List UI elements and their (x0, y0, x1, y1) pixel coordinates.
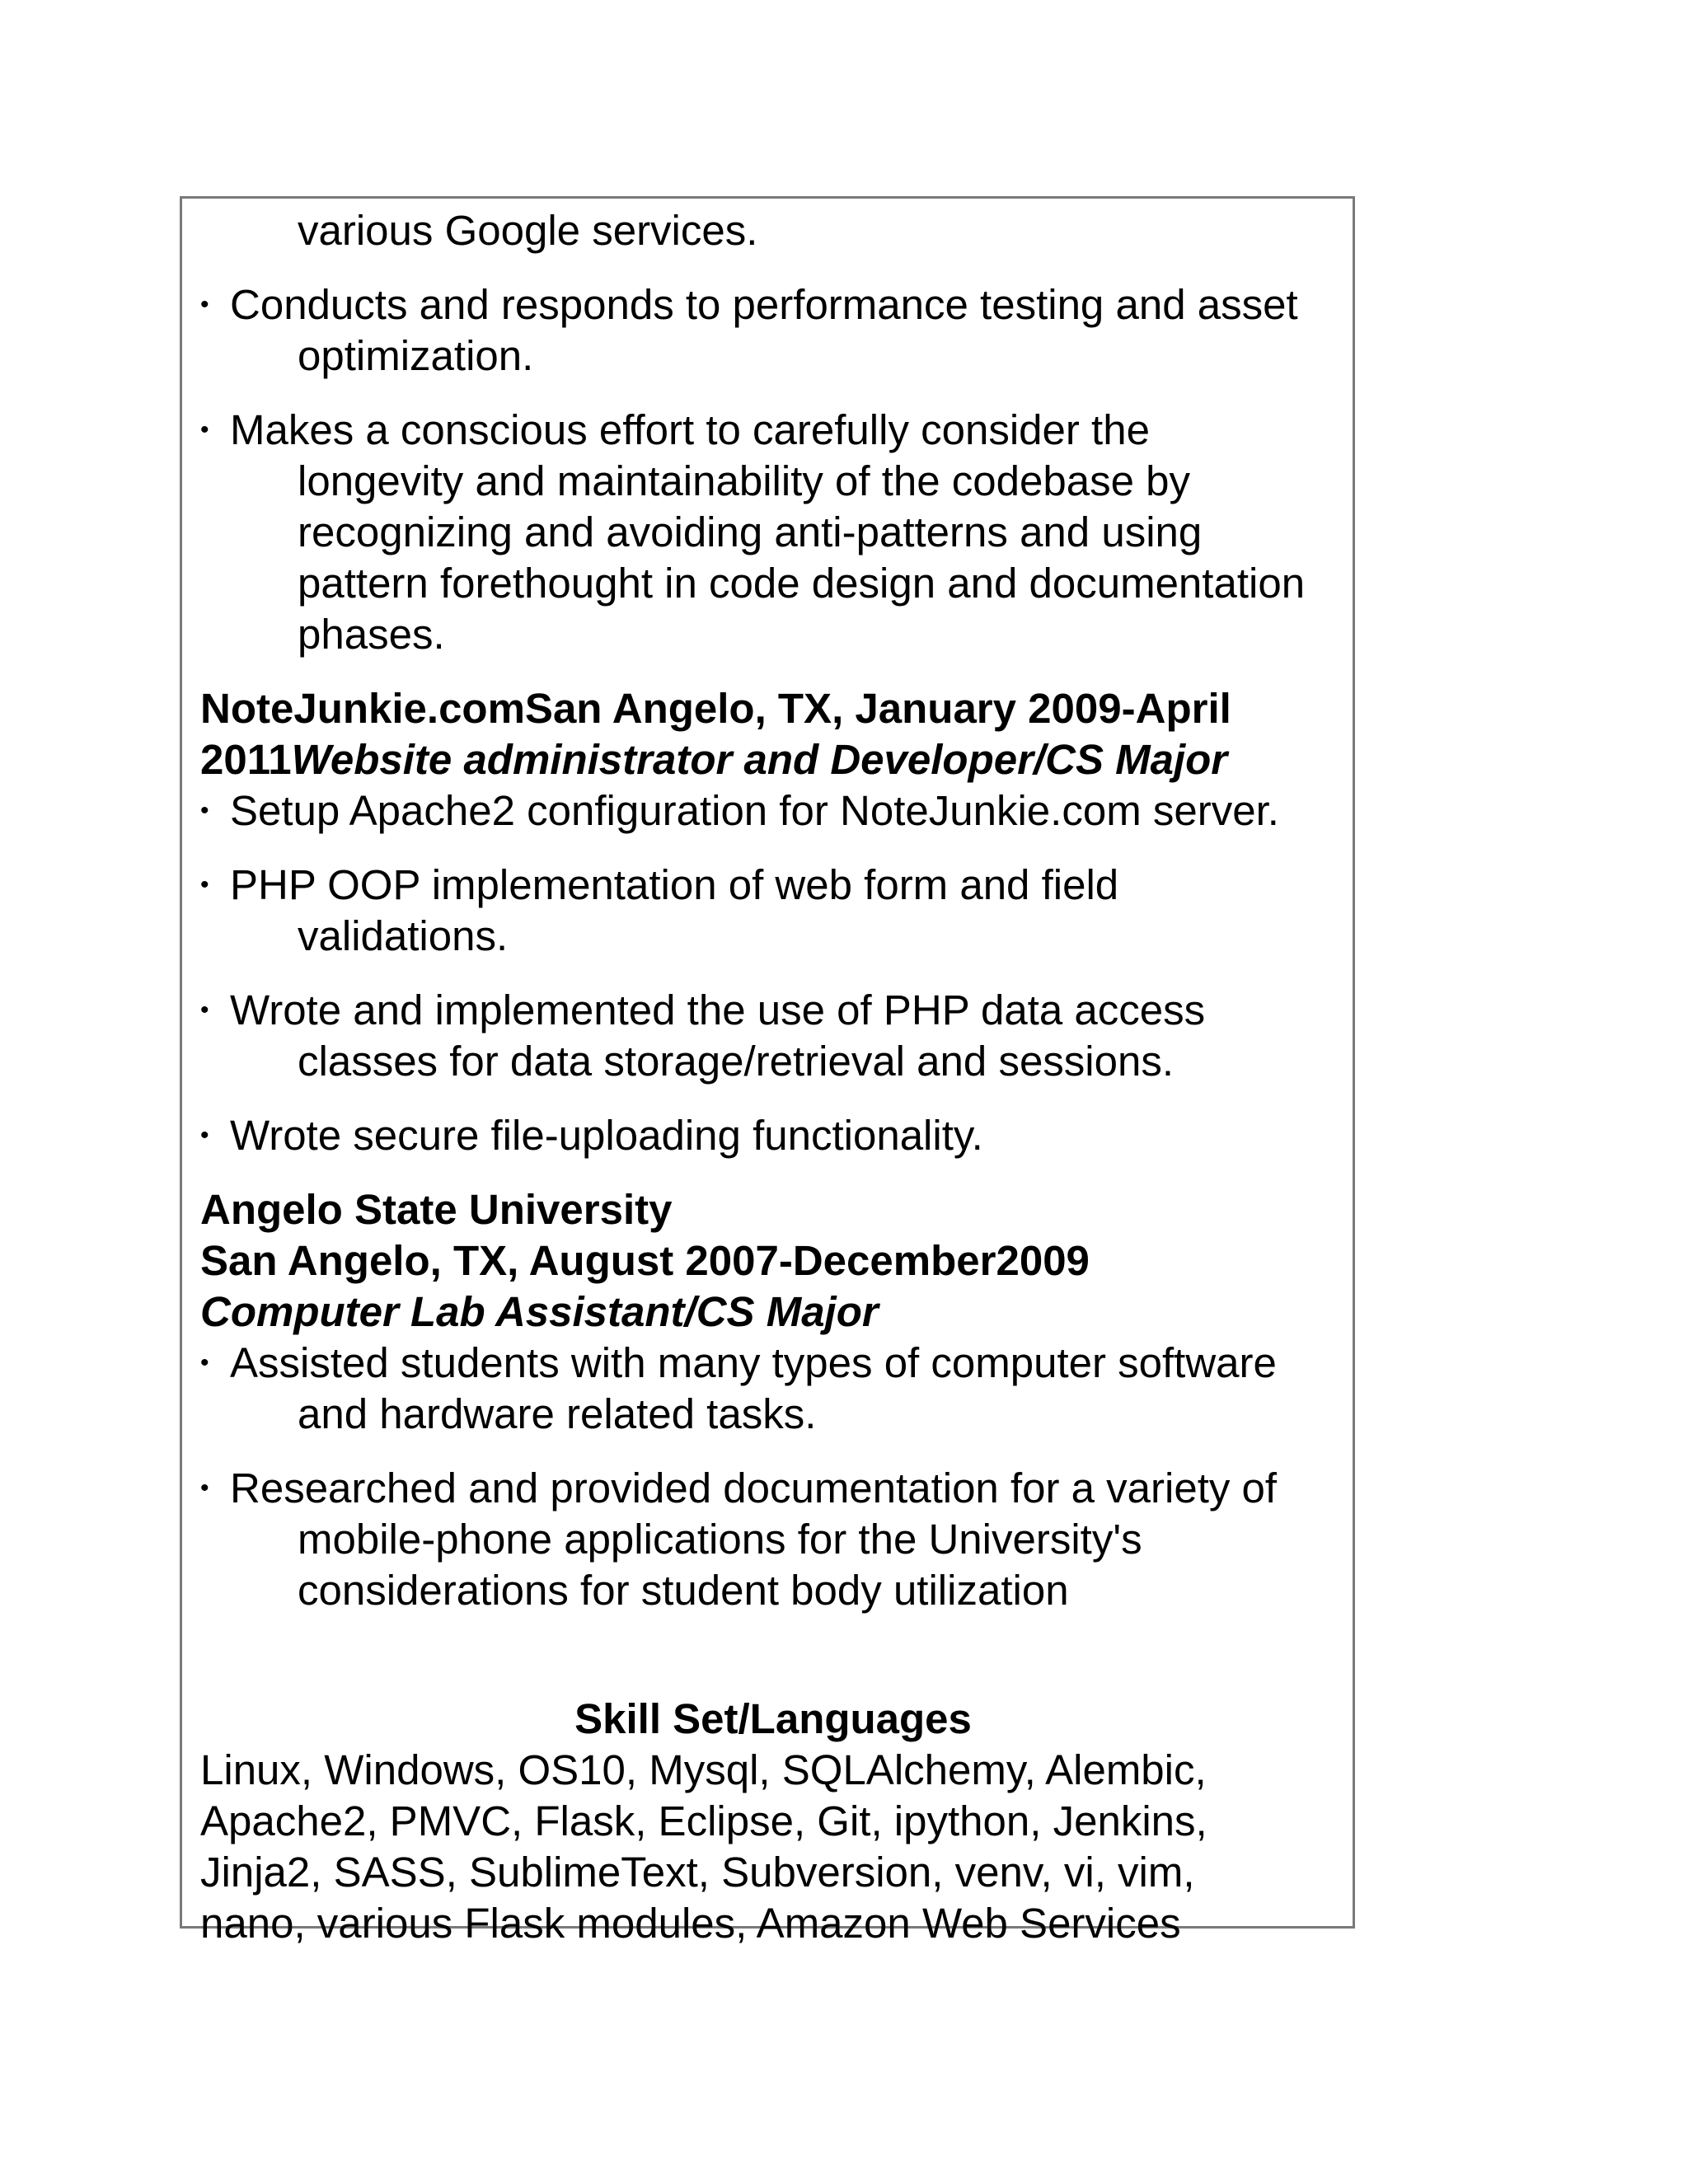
bullet-icon: • (200, 797, 209, 824)
job-header-employer: NoteJunkie.comSan Angelo, TX, January 2009-April (200, 685, 1231, 732)
job-location-dates: San Angelo, TX, August 2007-December2009 (200, 1237, 1090, 1284)
bullet-icon: • (200, 1474, 209, 1502)
bullet-icon: • (200, 416, 209, 443)
list-item-continuation: validations. (298, 912, 509, 959)
list-item: Assisted students with many types of computer software (230, 1339, 1277, 1386)
list-item-continuation: classes for data storage/retrieval and sessions. (298, 1038, 1175, 1085)
list-item: Wrote and implemented the use of PHP data access (230, 987, 1206, 1033)
list-item-continuation: phases. (298, 611, 445, 658)
bullet-icon: • (200, 996, 209, 1024)
resume-page-box (180, 196, 1355, 1947)
job-header-year: 2011 (200, 736, 292, 783)
list-item-continuation: optimization. (298, 332, 534, 379)
list-item: Conducts and responds to performance testing and asset (230, 281, 1298, 328)
list-item-continuation: longevity and maintainability of the codebase by (298, 457, 1191, 504)
list-item-continuation: recognizing and avoiding anti-patterns and using (298, 509, 1203, 555)
list-item: Wrote secure file-uploading functionality. (230, 1112, 983, 1159)
job-header-title-line (200, 734, 1227, 785)
skills-heading: Skill Set/Languages (574, 1695, 972, 1742)
list-item-continuation: and hardware related tasks. (298, 1390, 817, 1437)
job-title: Website administrator and Developer/CS Major (291, 736, 1228, 783)
skills-text: nano, various Flask modules, Amazon Web Services (200, 1900, 1181, 1947)
skills-text: Linux, Windows, OS10, Mysql, SQLAlchemy, Alembic, (200, 1746, 1207, 1793)
job-employer: Angelo State University (200, 1186, 673, 1233)
bullet-icon: • (200, 291, 209, 318)
list-item: Makes a conscious effort to carefully consider the (230, 406, 1150, 453)
bullet-icon: • (200, 871, 209, 898)
list-item-continuation: considerations for student body utilization (298, 1567, 1069, 1614)
list-item-continuation: pattern forethought in code design and documentation (298, 560, 1306, 607)
skills-text: Apache2, PMVC, Flask, Eclipse, Git, ipython, Jenkins, (200, 1797, 1207, 1844)
bullet-icon: • (200, 1122, 209, 1149)
job-title: Computer Lab Assistant/CS Major (200, 1288, 879, 1335)
skills-text: Jinja2, SASS, SublimeText, Subversion, venv, vi, vim, (200, 1849, 1195, 1896)
bullet-icon: • (200, 1349, 209, 1376)
list-item: PHP OOP implementation of web form and field (230, 861, 1119, 908)
list-item: Setup Apache2 configuration for NoteJunkie.com server. (230, 787, 1279, 834)
list-item-continuation: mobile-phone applications for the University's (298, 1516, 1142, 1563)
continuation-text: various Google services. (298, 207, 758, 254)
list-item: Researched and provided documentation for a variety of (230, 1465, 1278, 1511)
